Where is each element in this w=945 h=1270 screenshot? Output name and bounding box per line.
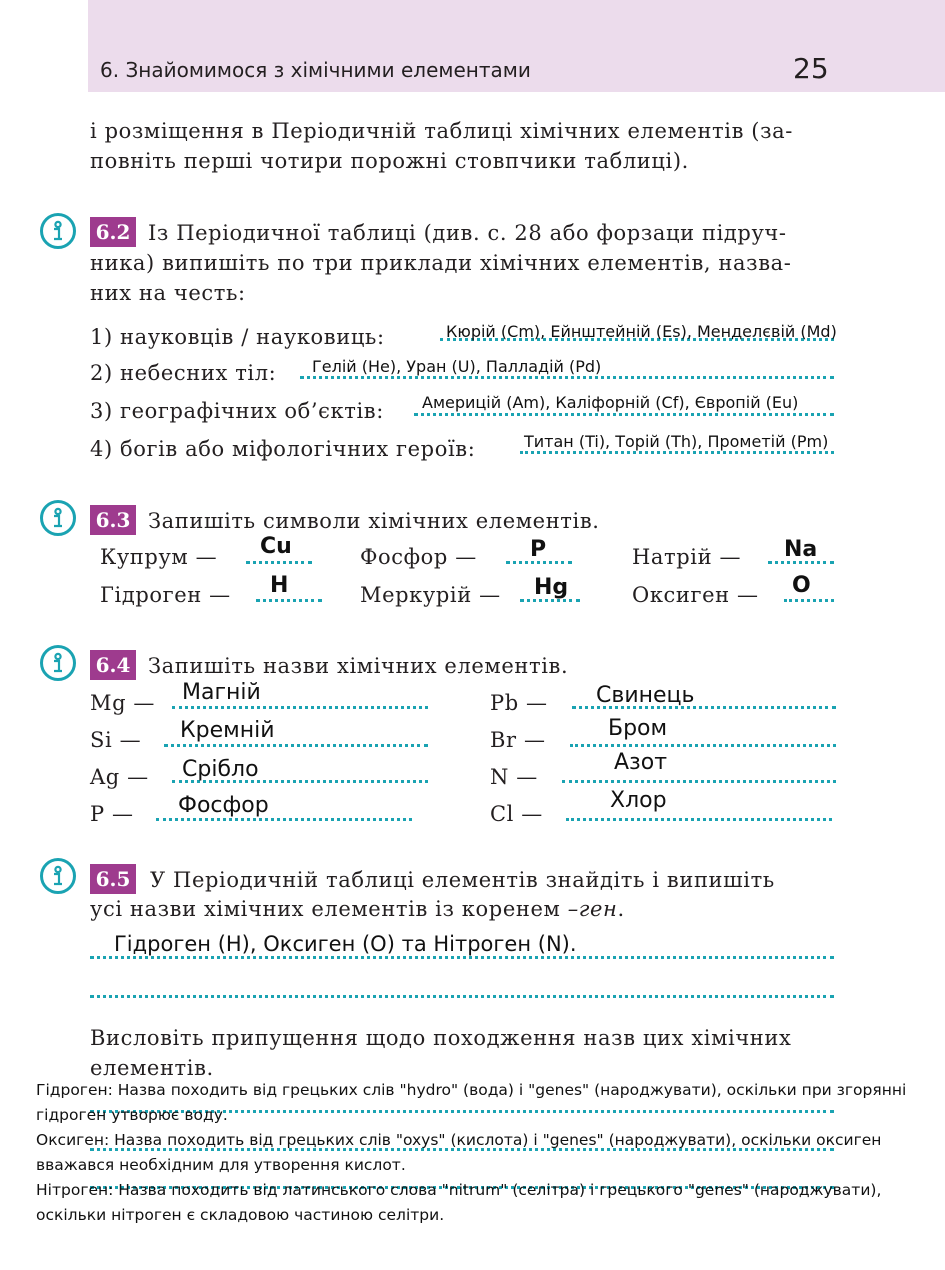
- task-6-2-item-label: 1) науковців / науковиць:: [90, 325, 385, 349]
- info-circle-icon: [40, 645, 76, 681]
- note-line: Оксиген: Назва походить від грецьких слів "oxys" (кислота) і "genes" (народжувати), оскільки оксиген: [36, 1131, 882, 1149]
- answer-line: [172, 706, 428, 709]
- task-badge-6-5: 6.5: [90, 864, 136, 894]
- task-6-3-answer: Cu: [260, 534, 292, 559]
- task-6-2-text-3: них на честь:: [90, 281, 246, 305]
- task-6-2-answer: Америцій (Am), Каліфорній (Cf), Європій (Eu): [422, 393, 799, 412]
- task-6-3-answer: Hg: [534, 575, 569, 600]
- task-6-2-answer: Титан (Ti), Торій (Th), Прометій (Pm): [524, 432, 829, 451]
- info-circle-icon: [40, 500, 76, 536]
- root-gen: –ген: [567, 897, 618, 921]
- task-6-3-answer: O: [792, 573, 811, 598]
- task-6-4-answer: Магній: [182, 680, 261, 705]
- task-6-2-text-1: Із Періодичної таблиці (див. с. 28 або форзаци підруч-: [148, 221, 787, 245]
- answer-line: [300, 376, 834, 379]
- note-line: Нітроген: Назва походить від латинського слова "nitrum" (селітра) і грецького "genes" (народжувати),: [36, 1181, 882, 1199]
- task-6-5-prompt-1: Висловіть припущення щодо походження назв цих хімічних: [90, 1026, 792, 1050]
- intro-line-1: і розміщення в Періодичній таблиці хімічних елементів (за-: [90, 119, 793, 143]
- task-6-4-answer: Срібло: [182, 757, 259, 782]
- task-6-2-item-label: 4) богів або міфологічних героїв:: [90, 437, 476, 461]
- task-6-4-text: Запишіть назви хімічних елементів.: [148, 654, 569, 678]
- task-6-4-label: Mg —: [90, 691, 156, 715]
- note-line: вважався необхідним для утворення кислот.: [36, 1156, 406, 1174]
- task-6-4-answer: Хлор: [610, 788, 667, 813]
- task-6-3-answer: Na: [784, 537, 818, 562]
- task-6-3-answer: H: [270, 573, 289, 598]
- task-6-3-label: Меркурій —: [360, 583, 501, 607]
- note-line: оскільки нітроген є складовою частиною селітри.: [36, 1206, 445, 1224]
- info-circle-icon: [40, 213, 76, 249]
- task-6-2-answer: Кюрій (Cm), Ейнштейній (Es), Менделєвій (Md): [446, 322, 837, 341]
- task-6-4-label: P —: [90, 802, 134, 826]
- answer-line: [246, 561, 312, 564]
- task-6-5-text-2: [90, 894, 625, 924]
- task-6-4-answer: Азот: [614, 750, 668, 775]
- intro-line-2: повніть перші чотири порожні стовпчики таблиці).: [90, 149, 689, 173]
- task-6-2-item-label: 3) географічних об’єктів:: [90, 399, 384, 423]
- answer-line: [520, 451, 834, 454]
- task-6-2-text-2: ника) випишіть по три приклади хімічних елементів, назва-: [90, 251, 792, 275]
- answer-line: [164, 744, 428, 747]
- task-6-5-prompt-2: елементів.: [90, 1056, 214, 1080]
- task-6-5-text-prefix: усі назви хімічних елементів із коренем: [90, 897, 568, 921]
- info-circle-icon: [40, 858, 76, 894]
- answer-line: [90, 995, 834, 998]
- task-6-3-label: Гідроген —: [100, 583, 231, 607]
- task-6-3-label: Оксиген —: [632, 583, 759, 607]
- task-6-4-label: Si —: [90, 728, 142, 752]
- task-badge-6-4: 6.4: [90, 650, 136, 680]
- task-6-4-label: Br —: [490, 728, 546, 752]
- answer-line: [570, 744, 836, 747]
- task-6-3-label: Купрум —: [100, 545, 218, 569]
- task-6-4-label: Cl —: [490, 802, 543, 826]
- answer-line: [256, 599, 322, 602]
- task-6-4-label: N —: [490, 765, 538, 789]
- task-6-3-label: Натрій —: [632, 545, 742, 569]
- task-badge-6-2: 6.2: [90, 217, 136, 247]
- task-6-2-answer: Гелій (He), Уран (U), Палладій (Pd): [312, 357, 602, 376]
- answer-line: [414, 413, 834, 416]
- task-6-3-label: Фосфор —: [360, 545, 477, 569]
- task-6-4-label: Ag —: [90, 765, 149, 789]
- task-6-4-answer: Фосфор: [178, 793, 269, 818]
- answer-line: [566, 818, 832, 821]
- chapter-title: 6. Знайомимося з хімічними елементами: [100, 58, 531, 82]
- task-6-4-answer: Свинець: [596, 683, 695, 708]
- task-6-2-item-label: 2) небесних тіл:: [90, 361, 277, 385]
- task-6-4-answer: Кремній: [180, 718, 275, 743]
- task-6-3-text: Запишіть символи хімічних елементів.: [148, 509, 600, 533]
- task-6-3-answer: P: [530, 537, 547, 562]
- answer-line: [156, 818, 412, 821]
- note-line: гідроген утворює воду.: [36, 1106, 228, 1124]
- answer-line: [784, 599, 834, 602]
- note-line: Гідроген: Назва походить від грецьких слів "hydro" (вода) і "genes" (народжувати), оскільки при згорянні: [36, 1081, 907, 1099]
- answer-line: [562, 780, 836, 783]
- answer-line: [90, 956, 834, 959]
- task-6-4-answer: Бром: [608, 716, 668, 741]
- task-6-4-label: Pb —: [490, 691, 548, 715]
- task-6-5-text-1: У Періодичній таблиці елементів знайдіть і випишіть: [150, 868, 775, 892]
- task-badge-6-3: 6.3: [90, 505, 136, 535]
- page-number: 25: [793, 52, 829, 85]
- task-6-5-answer: Гідроген (H), Оксиген (O) та Нітроген (N).: [114, 932, 577, 956]
- task-6-5-text-suffix: .: [617, 897, 625, 921]
